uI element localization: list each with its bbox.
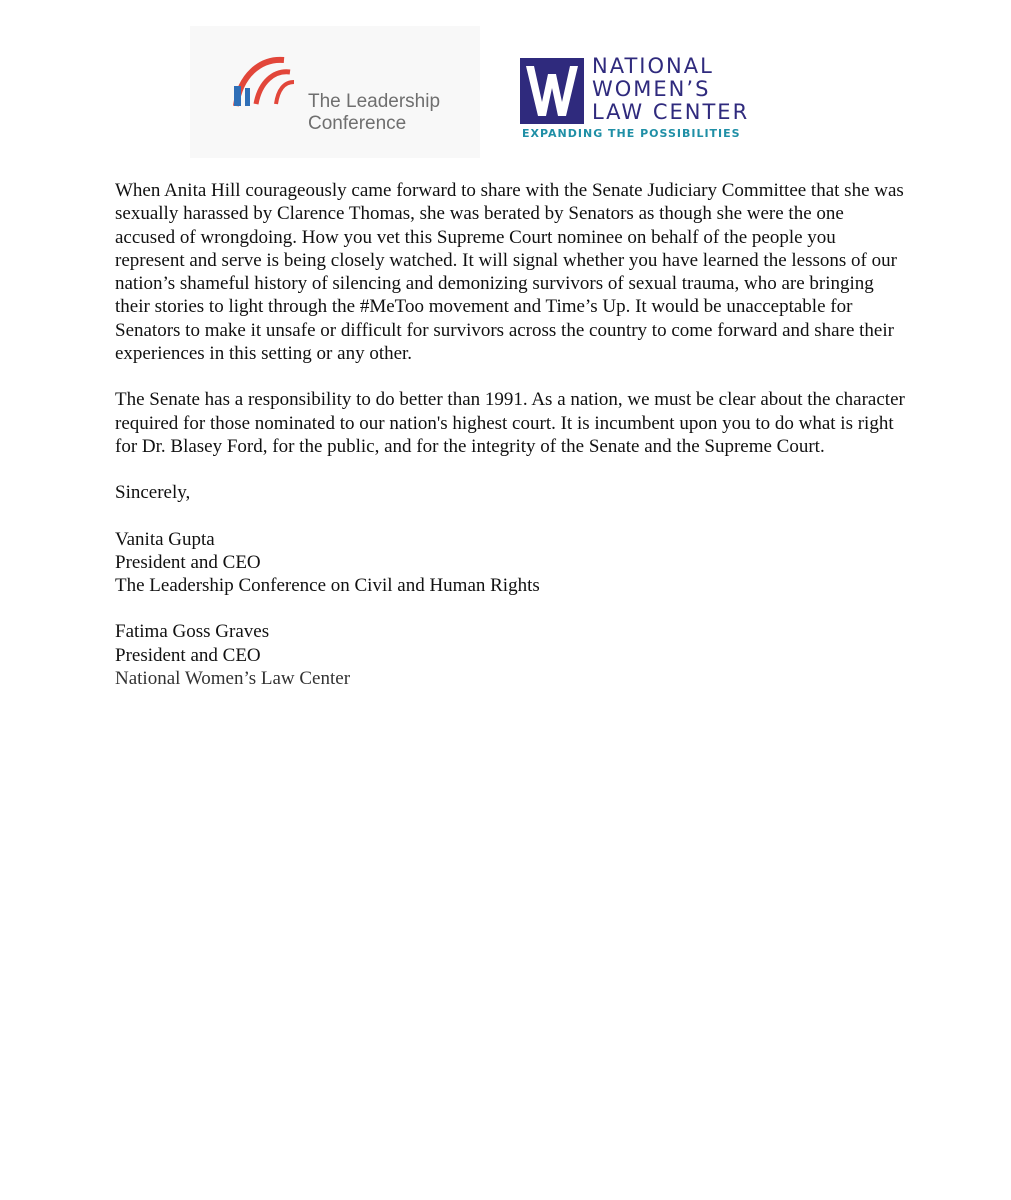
leadership-logo-line2: Conference <box>308 113 407 134</box>
signature-block <box>115 620 905 690</box>
leadership-logo-line1: The Leadership <box>308 91 441 112</box>
signatory-organization: The Leadership Conference on Civil and Human Rights <box>115 575 540 597</box>
nwlc-logo-line3: LAW CENTER <box>592 100 750 124</box>
paragraph-1: When Anita Hill courageously came forward to share with the Senate Judiciary Committee that she was sexually harassed by Clarence Thomas, she was berated by Senators as though she were the one accused of wrongdoing. How you vet this Supreme Court nominee on behalf of the people you represent and serve is being closely watched. It will signal whether you have learned the lessons of our nation’s shameful history of silencing and demonizing survivors of sexual trauma, who are bringing their stories to light through the #MeToo movement and Time’s Up. It would be unacceptable for Senators to make it unsafe or difficult for survivors across the country to come forward and share their experiences in this setting or any other. <box>115 180 904 365</box>
signature-block <box>115 528 905 598</box>
nwlc-logo <box>520 55 760 145</box>
leadership-conference-logo <box>190 26 480 158</box>
signatory-name: Vanita Gupta <box>115 528 215 550</box>
leadership-arcs-icon <box>232 54 302 114</box>
signatory-title: President and CEO <box>115 551 261 573</box>
closing: Sincerely, <box>115 482 191 504</box>
nwlc-w-mark-icon <box>520 58 584 124</box>
paragraph-2: The Senate has a responsibility to do better than 1991. As a nation, we must be clear about the character required for those nominated to our nation's highest court. It is incumbent upon you to do what is right for Dr. Blasey Ford, for the public, and for the integrity of the Senate and the Supreme Court. <box>115 389 905 457</box>
nwlc-logo-name <box>592 55 749 124</box>
nwlc-logo-line2: WOMEN’S <box>592 77 711 101</box>
letter-body <box>115 179 905 713</box>
signatory-name: Fatima Goss Graves <box>115 621 270 643</box>
leadership-logo-text <box>308 91 440 135</box>
signatory-title: President and CEO <box>115 644 261 666</box>
nwlc-logo-line1: NATIONAL <box>592 54 714 78</box>
signatory-organization: National Women’s Law Center <box>115 668 351 690</box>
nwlc-tagline: EXPANDING THE POSSIBILITIES <box>522 127 741 140</box>
